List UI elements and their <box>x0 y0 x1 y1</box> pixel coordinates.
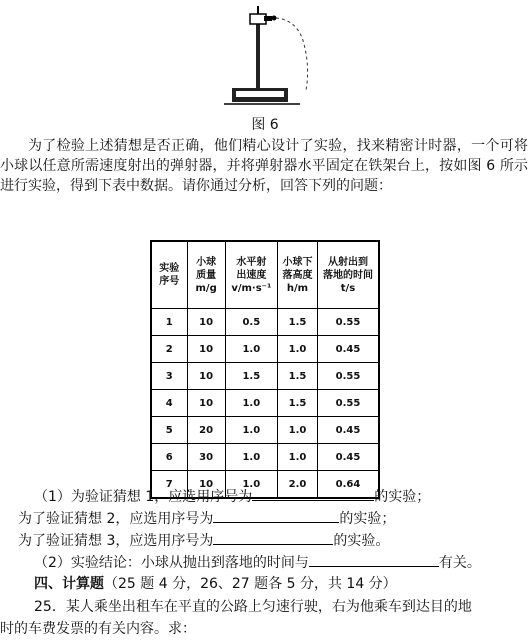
table-row: 4 10 1.0 1.5 0.55 <box>151 390 379 417</box>
question-1-line-b: 为了验证猜想 2，应选用序号为 的实验； <box>18 508 395 529</box>
figure-6-launcher-stand <box>220 4 320 112</box>
trajectory <box>276 18 308 90</box>
header-mass: 小球 质量 m/g <box>187 241 225 309</box>
section-title: 四、计算题 <box>34 576 104 592</box>
question-1-line-c: 为了验证猜想 3，应选用序号为 的实验。 <box>18 530 389 551</box>
section-note: （25 题 4 分，26、27 题各 5 分，共 14 分） <box>104 576 397 592</box>
table-row: 1 10 0.5 1.5 0.55 <box>151 309 379 336</box>
table-header-row <box>151 241 379 309</box>
answer-blank-3[interactable] <box>213 530 333 545</box>
table-row: 5 20 1.0 1.0 0.45 <box>151 417 379 444</box>
experiment-table <box>150 240 380 499</box>
question-1-line-a: （1）为验证猜想 1，应选用序号为 的实验； <box>34 486 430 507</box>
header-velocity: 水平射 出速度 v/m·s⁻¹ <box>225 241 277 309</box>
header-trial: 实验 序号 <box>151 241 187 309</box>
answer-blank-2[interactable] <box>213 508 339 523</box>
problem-25-line-1: 25．某人乘坐出租车在平直的公路上匀速行驶，右为他乘车到达目的地 <box>34 599 472 615</box>
question-2-line: （2）实验结论：小球从抛出到落地的时间与 有关。 <box>34 552 481 573</box>
answer-blank-4[interactable] <box>309 552 439 567</box>
figure-caption: 图 6 <box>251 117 279 133</box>
header-height: 小球下 落高度 h/m <box>278 241 318 309</box>
section-heading <box>34 574 397 594</box>
launcher <box>250 14 266 24</box>
table-row: 6 30 1.0 1.0 0.45 <box>151 444 379 471</box>
table-row: 2 10 1.0 1.0 0.45 <box>151 336 379 363</box>
answer-blank-1[interactable] <box>252 486 374 501</box>
header-time: 从射出到 落地的时间 t/s <box>317 241 379 309</box>
stand-pole <box>256 22 260 88</box>
intro-paragraph: 为了检验上述猜想是否正确，他们精心设计了实验，找来精密计时器，一个可将小球以任意所需速度射出的弹射器，并将弹射器水平固定在铁架台上，按如图 6 所示进行实验，得到下表中数据。请你通过分析，回答下列的问题： <box>0 138 528 194</box>
ball <box>272 16 277 21</box>
table-row: 3 10 1.5 1.5 0.55 <box>151 363 379 390</box>
problem-25-line-2: 时的车费发票的有关内容。求： <box>0 621 196 637</box>
table-row: 7 10 1.0 2.0 0.64 <box>151 471 379 499</box>
